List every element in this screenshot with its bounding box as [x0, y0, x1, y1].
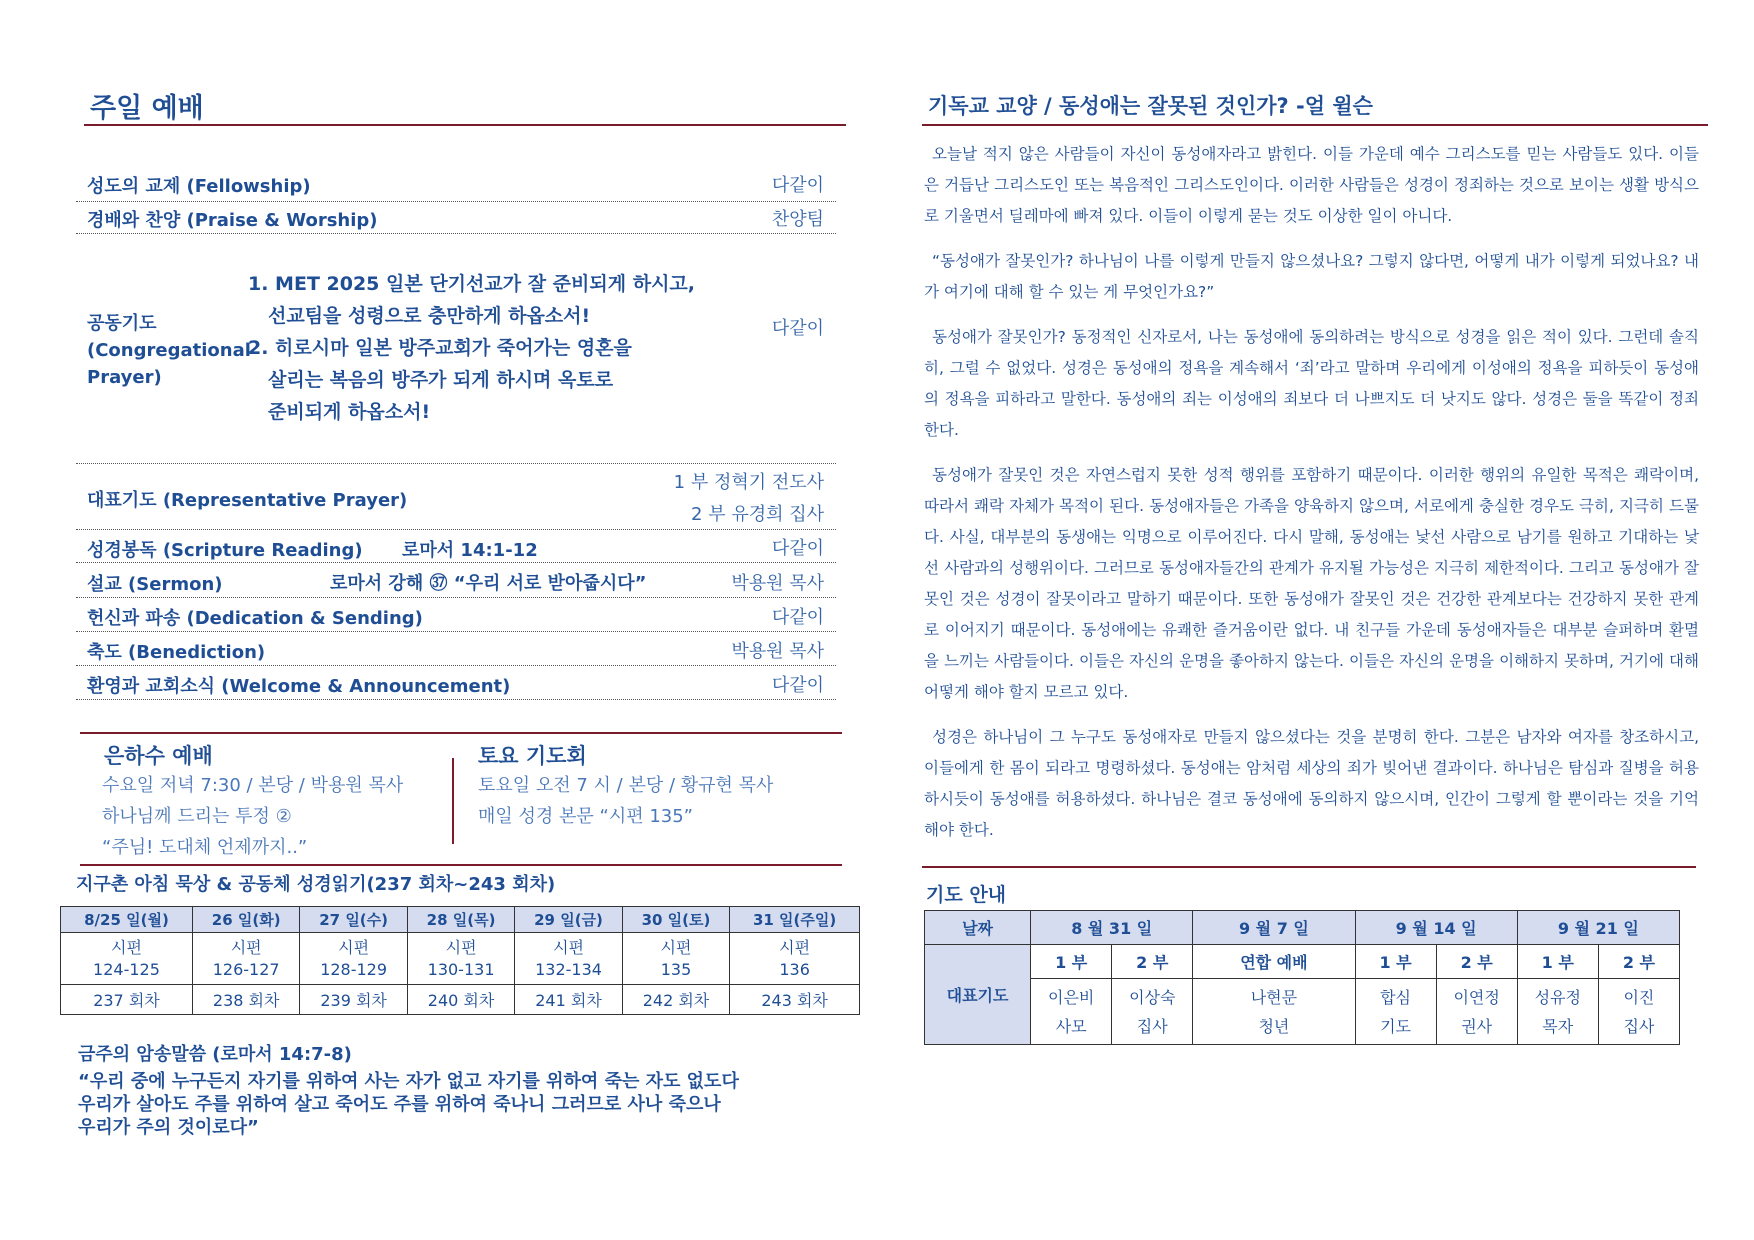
prayer-name-cell [1193, 979, 1355, 1045]
wednesday-line: 수요일 저녁 7:30 / 본당 / 박용원 목사 [102, 775, 404, 796]
prayer-date: 9 월 21 일 [1517, 911, 1679, 945]
benediction-leader: 박용원 목사 [731, 641, 824, 662]
prayer-date: 9 월 14 일 [1355, 911, 1517, 945]
prayer-name-cell [1112, 979, 1193, 1045]
bible-chapters: 124-125 [93, 959, 160, 979]
bible-reading-table [60, 906, 860, 1015]
bible-session: 242 회차 [622, 985, 729, 1015]
services-top-rule [80, 732, 842, 734]
order-fellowship-leader: 다같이 [771, 175, 824, 196]
prayer-item: 살리는 복음의 방주가 되게 하시며 옥토로 [268, 369, 614, 391]
worship-title: 주일 예배 [90, 93, 204, 124]
prayer-item: 선교팀을 성령으로 충만하게 하옵소서! [268, 305, 591, 327]
prayer-item: 준비되게 하옵소서! [268, 401, 431, 423]
divider [76, 631, 836, 632]
prayer-service: 1 부 [1517, 945, 1598, 979]
bible-session: 238 회차 [192, 985, 299, 1015]
prayer-service: 1 부 [1031, 945, 1112, 979]
bible-reading-cell [407, 933, 514, 985]
article-paragraph: “동성애가 잘못인가? 하나님이 나를 이렇게 만들지 않으셨나요? 그렇지 않다면, 어떻게 내가 이렇게 되었나요? 내가 여기에 대해 할 수 있는 게 무엇인가요?” [924, 252, 1699, 301]
sermon-preacher: 박용원 목사 [731, 573, 824, 594]
wednesday-line: “주님! 도대체 언제까지..” [102, 837, 308, 858]
prayer-guide-table [924, 910, 1680, 1045]
representative-leader-2: 2 부 유경희 집사 [691, 504, 824, 525]
welcome-leader: 다같이 [771, 675, 824, 696]
bible-day-header: 29 일(금) [515, 907, 622, 933]
bible-reading-cell [192, 933, 299, 985]
prayer-name-cell [1436, 979, 1517, 1045]
bible-chapters: 136 [779, 959, 810, 979]
wednesday-line: 하나님께 드리는 투정 ② [102, 806, 292, 827]
prayer-title: 집사 [1136, 1016, 1168, 1036]
bible-reading-cell [622, 933, 729, 985]
prayer-title: 권사 [1461, 1016, 1493, 1036]
article-paragraph: 동성애가 잘못인 것은 자연스럽지 못한 성적 행위를 포함하기 때문이다. 이러한 행위의 유일한 목적은 쾌락이며, 따라서 쾌락 자체가 목적이 된다. 동성애자들은 가족을 양육하지 않으며, 서로에게 충실한 경우도 극히, 지극히 드물다. 사실, 대부분의 동생애는 익명으로 이루어진다. 다시 말해, 동성애는 낯선 사람으로 남기를 원하고 기대하는 낯선 사람과의 성행위이다. 그러므로 동성애자들간의 관계가 유지될 가능성은 지극히 제한적이다. 그리고 동성애가 잘못인 것은 성경이 잘못이라고 말하기 때문이다. 또한 동성애가 잘못인 것은 건강한 관계보다는 건강하지 못한 관계로 이어지기 때문이다. 동성애에는 유쾌한 즐거움이란 없다. 내 친구들 가운데 동성애자들은 대부분 슬퍼하며 환멸을 느끼는 사람들이다. 이들은 자신의 운명을 좋아하지 않는다. 이들은 자신의 운명을 이해하지 못하며, 거기에 대해 어떻게 해야 할지 모르고 있다. [924, 466, 1699, 701]
order-fellowship-label: 성도의 교제 (Fellowship) [87, 176, 311, 197]
prayer-name: 이상숙 [1129, 987, 1176, 1007]
divider [76, 463, 836, 464]
prayer-title: 집사 [1623, 1016, 1655, 1036]
saturday-prayer-title: 토요 기도회 [478, 744, 587, 768]
wednesday-service-title: 은하수 예배 [104, 744, 213, 768]
prayer-name-cell [1598, 979, 1679, 1045]
wednesday-service-info [102, 770, 403, 863]
divider [76, 597, 836, 598]
congregational-prayer-label [87, 310, 251, 391]
divider [76, 529, 836, 530]
article-title-rule [922, 124, 1708, 126]
bible-day-header: 28 일(목) [407, 907, 514, 933]
title-divider [84, 124, 846, 126]
representative-leader-1: 1 부 정혁기 전도사 [673, 472, 824, 493]
memory-verse-line: 우리가 살아도 주를 위하여 살고 죽어도 주를 위하여 죽나니 그러므로 사나 죽으나 [78, 1094, 721, 1115]
memory-verse-line: “우리 중에 누구든지 자기를 위하여 사는 자가 없고 자기를 위하여 죽는 자도 없도다 [78, 1071, 739, 1092]
article-paragraph: 성경은 하나님이 그 누구도 동성애자로 만들지 않으셨다는 것을 분명히 한다. 그분은 남자와 여자를 창조하시고, 이들에게 한 몸이 되라고 명령하셨다. 동성애는 암처럼 세상의 죄가 빚어낸 결과이다. 하나님은 탐심과 질병을 허용하시듯이 동성애를 허용하셨다. 하나님은 결코 동성애에 동의하지 않으시며, 인간이 그렇게 할 뿐이라는 것을 기억해야 한다. [924, 728, 1699, 839]
bible-chapters: 128-129 [320, 959, 388, 979]
article-bottom-rule [922, 866, 1696, 868]
divider [76, 562, 836, 563]
bible-reading-cell [730, 933, 860, 985]
scripture-reading-label: 성경봉독 (Scripture Reading) [87, 540, 363, 561]
bible-session: 240 회차 [407, 985, 514, 1015]
article-title: 기독교 교양 / 동성애는 잘못된 것인가? -얼 윌슨 [928, 94, 1373, 118]
prayer-name: 성유정 [1534, 987, 1581, 1007]
divider [76, 233, 836, 234]
bible-session: 243 회차 [730, 985, 860, 1015]
prayer-title: 목자 [1542, 1016, 1574, 1036]
bible-book: 시편 [445, 937, 477, 957]
bible-reading-cell [515, 933, 622, 985]
prayer-title: 기도 [1380, 1016, 1412, 1036]
prayer-date-header: 날짜 [925, 911, 1031, 945]
memory-verse-title: 금주의 암송말씀 (로마서 14:7-8) [78, 1044, 352, 1065]
prayer-service: 2 부 [1598, 945, 1679, 979]
sermon-label: 설교 (Sermon) [87, 574, 223, 595]
bible-session: 241 회차 [515, 985, 622, 1015]
benediction-label: 축도 (Benediction) [87, 642, 266, 663]
prayer-name: 이진 [1623, 987, 1655, 1007]
bible-day-header: 26 일(화) [192, 907, 299, 933]
scripture-passage: 로마서 14:1-12 [402, 540, 538, 561]
congregational-prayer-items [248, 268, 695, 428]
saturday-line: 매일 성경 본문 “시편 135” [478, 806, 693, 827]
prayer-name-cell [1031, 979, 1112, 1045]
prayer-name: 나현문 [1250, 987, 1298, 1007]
bible-book: 시편 [779, 937, 811, 957]
saturday-prayer-info [478, 770, 773, 832]
saturday-line: 토요일 오전 7 시 / 본당 / 황규현 목사 [478, 775, 774, 796]
bible-book: 시편 [111, 937, 142, 957]
prayer-name: 이은비 [1047, 987, 1095, 1007]
services-bottom-rule [80, 864, 842, 866]
prayer-name-cell [1355, 979, 1436, 1045]
divider [76, 665, 836, 666]
congregational-label-line2: (Congregational [87, 340, 251, 361]
bible-day-header: 8/25 일(월) [61, 907, 193, 933]
bible-reading-title: 지구촌 아침 묵상 & 공동체 성경읽기(237 회차~243 회차) [76, 874, 556, 895]
article-body [924, 139, 1699, 860]
prayer-service: 연합 예배 [1193, 945, 1355, 979]
bible-chapters: 135 [660, 959, 692, 979]
bible-book: 시편 [338, 937, 370, 957]
article-paragraph: 동성애가 잘못인가? 동정적인 신자로서, 나는 동성애에 동의하려는 방식으로 성경을 읽은 적이 있다. 그런데 솔직히, 그럴 수 없었다. 성경은 동성애의 정욕을 계속해서 ‘죄’라고 말하며 우리에게 이성애의 정욕을 피하듯이 동성애의 정욕을 피하라고 말한다. 동성애의 죄는 이성애의 죄보다 더 나쁘지도 더 낫지도 않다. 성경은 둘을 똑같이 정죄한다. [924, 328, 1699, 439]
dedication-label: 헌신과 파송 (Dedication & Sending) [87, 608, 423, 629]
sermon-title: 로마서 강해 ㊲ “우리 서로 받아줍시다” [330, 573, 647, 594]
prayer-service: 2 부 [1112, 945, 1193, 979]
bible-day-header: 31 일(주일) [730, 907, 860, 933]
services-middle-divider [452, 758, 454, 844]
bible-day-header: 30 일(토) [622, 907, 729, 933]
bible-book: 시편 [230, 937, 262, 957]
bible-reading-cell [300, 933, 407, 985]
bible-book: 시편 [553, 937, 584, 957]
scripture-leader: 다같이 [771, 538, 824, 559]
divider [76, 699, 836, 700]
order-praise-label: 경배와 찬양 (Praise & Worship) [87, 210, 378, 231]
article-paragraph: 오늘날 적지 않은 사람들이 자신이 동성애자라고 밝힌다. 이들 가운데 예수 그리스도를 믿는 사람들도 있다. 이들은 거듭난 그리스도인 또는 복음적인 그리스도인이다. 이러한 사람들은 성경이 정죄하는 것으로 보이는 생활 방식으로 기울면서 딜레마에 빠져 있다. 이들이 이렇게 묻는 것도 이상한 일이 아니다. [924, 145, 1699, 225]
representative-prayer-label: 대표기도 (Representative Prayer) [87, 490, 408, 511]
prayer-item: 1. MET 2025 일본 단기선교가 잘 준비되게 하시고, [248, 273, 695, 295]
bible-chapters: 126-127 [212, 959, 280, 979]
bible-chapters: 132-134 [535, 959, 602, 979]
prayer-guide-title: 기도 안내 [926, 884, 1007, 906]
divider [76, 201, 836, 202]
congregational-leader: 다같이 [771, 318, 824, 339]
prayer-item: 2. 히로시마 일본 방주교회가 죽어가는 영혼을 [248, 337, 632, 359]
memory-verse-text [78, 1070, 739, 1139]
order-praise-leader: 찬양팀 [771, 209, 824, 230]
bible-session: 239 회차 [300, 985, 407, 1015]
prayer-title: 사모 [1055, 1016, 1087, 1036]
congregational-label-line3: Prayer) [87, 367, 162, 388]
prayer-name-cell [1517, 979, 1598, 1045]
memory-verse-line: 우리가 주의 것이로다” [78, 1117, 259, 1138]
prayer-date: 9 월 7 일 [1193, 911, 1355, 945]
prayer-date: 8 월 31 일 [1031, 911, 1193, 945]
dedication-leader: 다같이 [771, 607, 824, 628]
prayer-service: 2 부 [1436, 945, 1517, 979]
welcome-label: 환영과 교회소식 (Welcome & Announcement) [87, 676, 511, 697]
bible-day-header: 27 일(수) [300, 907, 407, 933]
bible-reading-cell [61, 933, 193, 985]
prayer-name: 이연정 [1453, 987, 1500, 1007]
prayer-row-label: 대표기도 [925, 945, 1031, 1045]
congregational-label-line1: 공동기도 [87, 313, 157, 334]
bible-session: 237 회차 [61, 985, 193, 1015]
bible-chapters: 130-131 [427, 959, 495, 979]
bible-book: 시편 [660, 937, 692, 957]
prayer-service: 1 부 [1355, 945, 1436, 979]
prayer-name: 합심 [1380, 987, 1412, 1007]
prayer-title: 청년 [1258, 1016, 1290, 1036]
